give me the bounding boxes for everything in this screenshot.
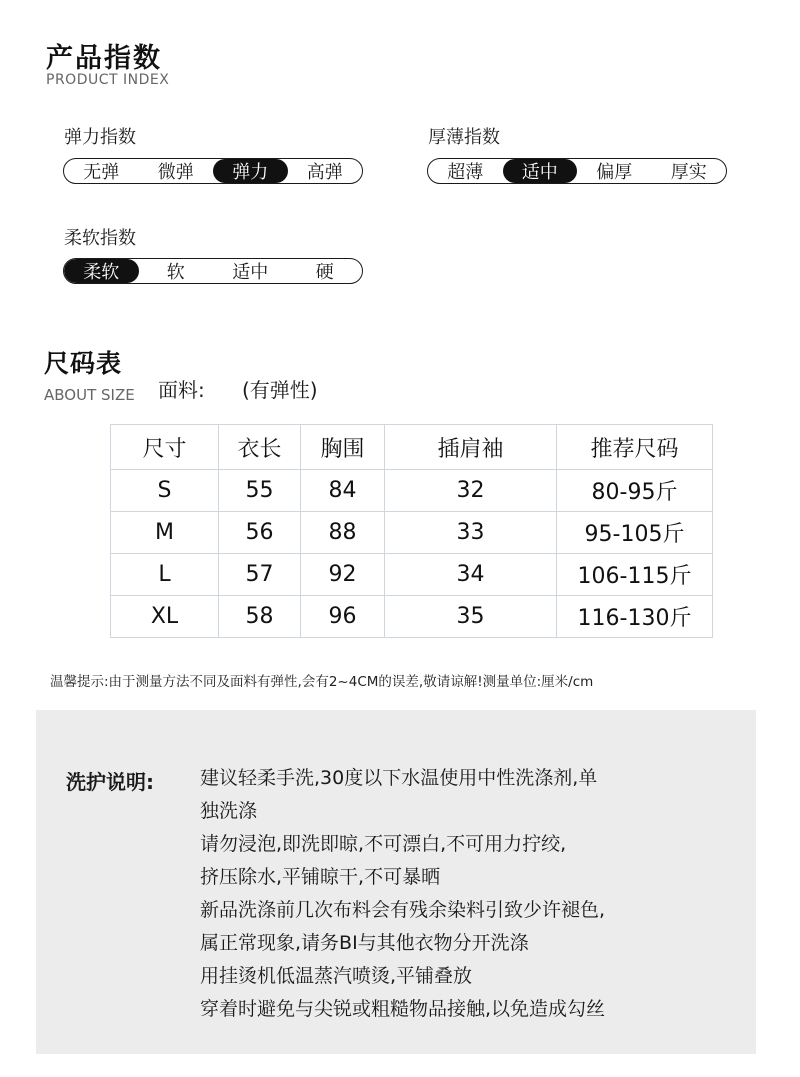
elasticity-option: 无弹 xyxy=(83,162,120,183)
cell-length: 58 xyxy=(219,596,301,638)
table-header-row xyxy=(111,425,713,470)
size-chart-subtitle: ABOUT SIZE xyxy=(44,386,135,404)
softness-option: 适中 xyxy=(232,262,269,283)
thickness-label: 厚薄指数 xyxy=(428,127,500,148)
cell-size: S xyxy=(111,470,219,512)
care-line: 新品洗涤前几次布料会有残余染料引致少许褪色, xyxy=(200,899,606,921)
table-row xyxy=(111,596,713,638)
care-line: 挤压除水,平铺晾干,不可暴晒 xyxy=(200,866,441,888)
table-row xyxy=(111,512,713,554)
product-index-title: 产品指数 xyxy=(46,43,162,74)
care-line: 独洗涤 xyxy=(200,800,258,822)
header-sleeve: 插肩袖 xyxy=(385,425,557,470)
material-label: 面料: xyxy=(158,378,205,402)
softness-option: 硬 xyxy=(315,262,334,283)
table-row xyxy=(111,554,713,596)
care-line: 请勿浸泡,即洗即晾,不可漂白,不可用力拧绞, xyxy=(200,833,567,855)
size-chart-title: 尺码表 xyxy=(44,349,123,378)
cell-chest: 96 xyxy=(301,596,385,638)
elasticity-scale xyxy=(63,158,363,184)
cell-length: 56 xyxy=(219,512,301,554)
cell-sleeve: 33 xyxy=(385,512,557,554)
thickness-option-selected: 适中 xyxy=(503,159,578,183)
cell-recommended: 116-130斤 xyxy=(557,596,713,638)
header-chest: 胸围 xyxy=(301,425,385,470)
thickness-scale xyxy=(427,158,727,184)
cell-size: M xyxy=(111,512,219,554)
material-value: (有弹性) xyxy=(242,378,318,402)
thickness-option: 超薄 xyxy=(447,162,484,183)
measurement-tip: 温馨提示:由于测量方法不同及面料有弹性,会有2~4CM的误差,敬请谅解!测量单位:厘米/cm xyxy=(50,674,594,690)
softness-label: 柔软指数 xyxy=(64,228,136,249)
care-line: 建议轻柔手洗,30度以下水温使用中性洗涤剂,单 xyxy=(200,767,598,789)
care-title: 洗护说明: xyxy=(66,770,154,794)
header-recommended: 推荐尺码 xyxy=(557,425,713,470)
elasticity-label: 弹力指数 xyxy=(64,127,136,148)
cell-sleeve: 35 xyxy=(385,596,557,638)
cell-length: 55 xyxy=(219,470,301,512)
thickness-option: 偏厚 xyxy=(596,162,633,183)
header-size: 尺寸 xyxy=(111,425,219,470)
thickness-option: 厚实 xyxy=(670,162,707,183)
cell-recommended: 106-115斤 xyxy=(557,554,713,596)
softness-option: 软 xyxy=(166,262,185,283)
care-instructions xyxy=(200,762,605,1026)
table-row xyxy=(111,470,713,512)
elasticity-option-selected: 弹力 xyxy=(213,159,288,183)
cell-length: 57 xyxy=(219,554,301,596)
cell-chest: 92 xyxy=(301,554,385,596)
care-line: 属正常现象,请务BI与其他衣物分开洗涤 xyxy=(200,932,529,954)
cell-sleeve: 34 xyxy=(385,554,557,596)
cell-chest: 84 xyxy=(301,470,385,512)
elasticity-option: 高弹 xyxy=(306,162,343,183)
softness-option-selected: 柔软 xyxy=(64,259,139,283)
cell-size: XL xyxy=(111,596,219,638)
cell-recommended: 80-95斤 xyxy=(557,470,713,512)
cell-chest: 88 xyxy=(301,512,385,554)
product-index-subtitle: PRODUCT INDEX xyxy=(46,72,170,88)
elasticity-option: 微弹 xyxy=(157,162,194,183)
care-line: 用挂烫机低温蒸汽喷烫,平铺叠放 xyxy=(200,965,473,987)
cell-sleeve: 32 xyxy=(385,470,557,512)
care-line: 穿着时避免与尖锐或粗糙物品接触,以免造成勾丝 xyxy=(200,998,606,1020)
softness-scale xyxy=(63,258,363,284)
header-length: 衣长 xyxy=(219,425,301,470)
size-table xyxy=(110,424,713,638)
cell-recommended: 95-105斤 xyxy=(557,512,713,554)
cell-size: L xyxy=(111,554,219,596)
care-section xyxy=(36,710,756,1054)
